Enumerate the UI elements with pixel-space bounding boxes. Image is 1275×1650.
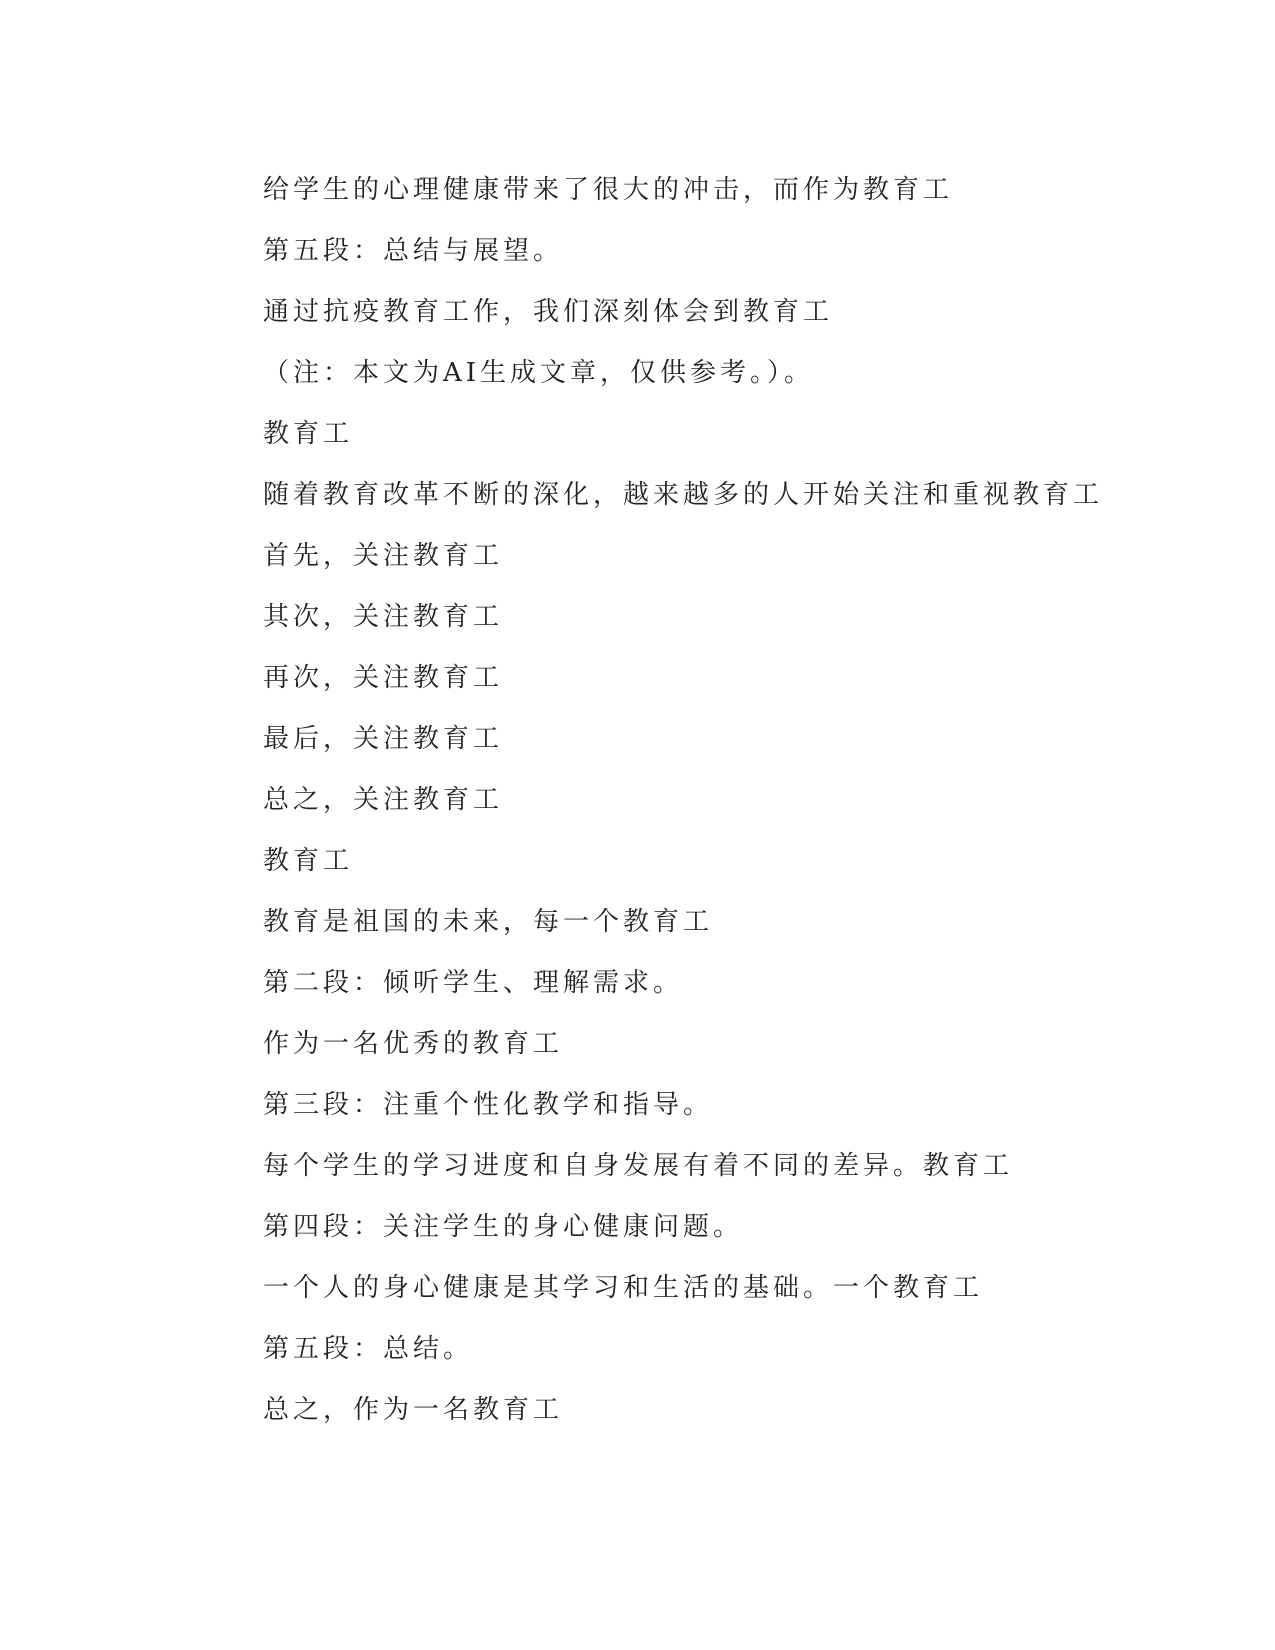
- note-line: （注：本文为AI生成文章，仅供参考。）。: [263, 358, 815, 388]
- paragraph-line: 每个学生的学习进度和自身发展有着不同的差异。教育工: [263, 1151, 1014, 1181]
- paragraph-line: 最后，关注教育工: [263, 724, 504, 754]
- paragraph-line: 总之，作为一名教育工: [263, 1395, 564, 1425]
- paragraph-line: 一个人的身心健康是其学习和生活的基础。一个教育工: [263, 1273, 984, 1303]
- paragraph-line: 作为一名优秀的教育工: [263, 1029, 564, 1059]
- paragraph-line: 再次，关注教育工: [263, 663, 504, 693]
- paragraph-line: 随着教育改革不断的深化，越来越多的人开始关注和重视教育工: [263, 480, 1104, 510]
- paragraph-line: 首先，关注教育工: [263, 541, 504, 571]
- section-heading: 第二段：倾听学生、理解需求。: [263, 968, 684, 998]
- section-heading: 第三段：注重个性化教学和指导。: [263, 1090, 714, 1120]
- paragraph-line: 其次，关注教育工: [263, 602, 504, 632]
- section-heading: 第五段：总结与展望。: [263, 236, 564, 266]
- section-heading: 第五段：总结。: [263, 1334, 474, 1364]
- document-body: [263, 160, 1163, 1441]
- paragraph-line: 教育是祖国的未来，每一个教育工: [263, 907, 714, 937]
- article-title: 教育工: [263, 846, 354, 876]
- paragraph-line: 给学生的心理健康带来了很大的冲击，而作为教育工: [263, 175, 954, 205]
- section-heading: 第四段：关注学生的身心健康问题。: [263, 1212, 744, 1242]
- paragraph-line: 总之，关注教育工: [263, 785, 504, 815]
- paragraph-line: 通过抗疫教育工作，我们深刻体会到教育工: [263, 297, 834, 327]
- article-title: 教育工: [263, 419, 354, 449]
